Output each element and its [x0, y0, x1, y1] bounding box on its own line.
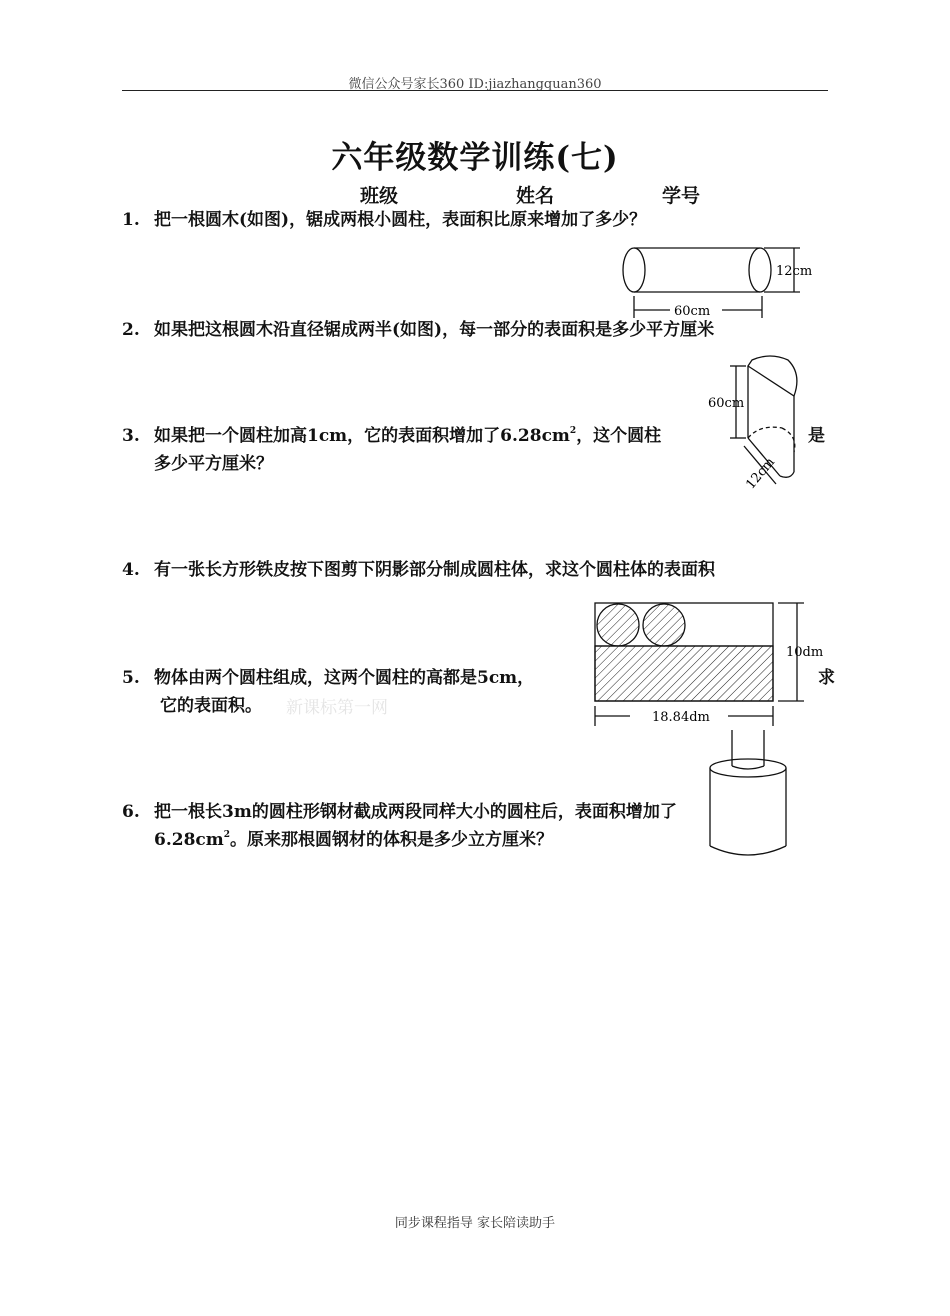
figure-2-half-cylinder	[700, 352, 820, 497]
question-number: 2.	[122, 320, 140, 340]
question-text: 如果把一个圆柱加高1cm，它的表面积增加了6.28cm	[154, 426, 570, 446]
question-number: 3.	[122, 426, 140, 446]
figure-2-diameter-label: 12cm	[743, 454, 779, 493]
question-text-line2: 多少平方厘米？	[154, 454, 273, 474]
figure-4-sheet	[590, 598, 830, 726]
question-5-tail: 求	[818, 668, 835, 688]
question-4	[122, 556, 832, 584]
question-text: 把一根圆木(如图)，锯成两根小圆柱，表面积比原来增加了多少？	[154, 210, 647, 230]
question-text-line2: 它的表面积。	[160, 696, 262, 716]
page-footer: 同步课程指导 家长陪读助手	[394, 1216, 556, 1231]
question-3	[122, 422, 702, 478]
question-text: 6.28cm	[154, 830, 224, 850]
question-number: 1.	[122, 210, 140, 230]
figure-4-height-label: 10dm	[786, 645, 824, 660]
figure-1-length-label: 60cm	[674, 304, 711, 319]
question-text: 物体由两个圆柱组成，这两个圆柱的高都是5cm，	[154, 668, 535, 688]
question-number: 5.	[122, 668, 140, 688]
figure-4-width-label: 18.84dm	[652, 710, 710, 725]
class-label: 班级	[360, 185, 399, 205]
id-label: 学号	[662, 185, 701, 205]
question-text-cont: ，这个圆柱	[576, 426, 662, 446]
student-info-row	[360, 181, 830, 205]
question-number: 4.	[122, 560, 140, 580]
page-title: 六年级数学训练(七)	[331, 140, 619, 176]
question-text: 把一根长3m的圆柱形钢材截成两段同样大小的圆柱后，表面积增加了	[154, 802, 677, 822]
figure-2-height-label: 60cm	[708, 396, 745, 411]
question-3-tail: 是	[808, 426, 825, 446]
superscript: 2	[223, 830, 231, 840]
figure-1-diameter-label: 12cm	[776, 264, 813, 279]
question-text-cont: 。原来那根圆钢材的体积是多少立方厘米？	[230, 830, 554, 850]
class-blank[interactable]	[398, 185, 516, 205]
name-blank[interactable]	[554, 185, 662, 205]
question-number: 6.	[122, 802, 140, 822]
figure-1-cylinder	[610, 238, 830, 318]
superscript: 2	[569, 426, 577, 436]
question-text: 有一张长方形铁皮按下图剪下阴影部分制成圆柱体，求这个圆柱体的表面积	[154, 560, 715, 580]
page-header: 微信公众号家长360 ID:jiazhangquan360	[348, 77, 602, 92]
id-blank[interactable]	[700, 185, 800, 205]
figure-5-stacked-cylinders	[700, 730, 810, 870]
question-2	[122, 316, 832, 344]
question-1	[122, 206, 832, 234]
header-divider	[122, 90, 828, 91]
name-label: 姓名	[516, 185, 555, 205]
question-text: 如果把这根圆木沿直径锯成两半(如图)，每一部分的表面积是多少平方厘米	[154, 320, 715, 340]
watermark: 新课标第一网	[286, 698, 388, 718]
